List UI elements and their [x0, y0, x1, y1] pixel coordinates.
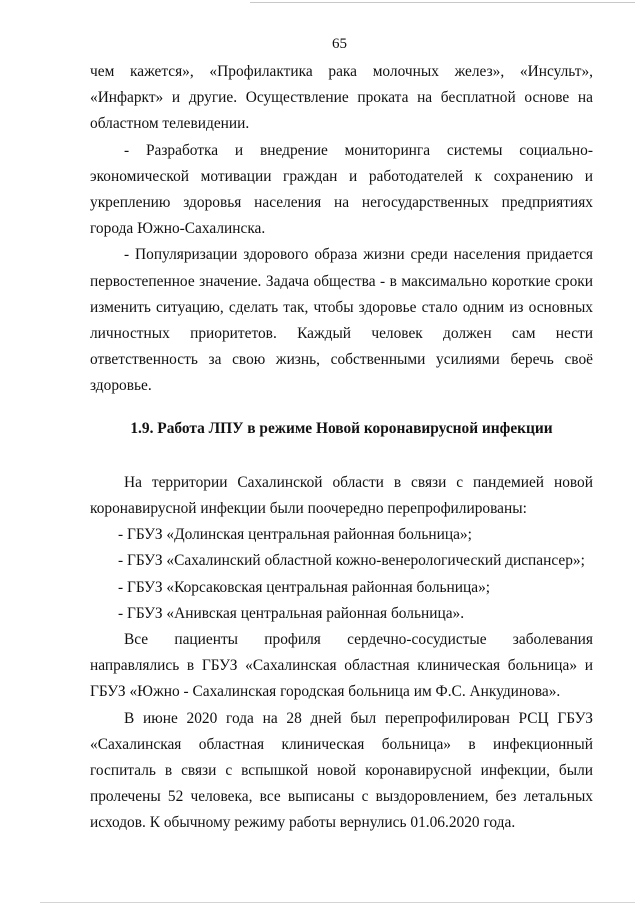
- paragraph-june: В июне 2020 года на 28 дней был перепрофилирован РСЦ ГБУЗ «Сахалинская областная клиническая больница» в инфекционный госпиталь в связи с вспышкой новой коронавирусной инфекции, были пролечены 52 человека, все выписаны с выздоровлением, без летальных исходов. К обычному режиму работы вернулись 01.06.2020 года.: [90, 709, 593, 832]
- paragraph-healthy-lifestyle: - Популяризации здорового образа жизни среди населения придается первостепенное значение. Задача общества - в максимально короткие сроки изменить ситуацию, сделать так, чтобы здоровье стало одним из основных личностных приоритетов. Каждый человек должен сам нести ответственность за свою жизнь, собственными усилиями беречь своё здоровье.: [90, 246, 593, 395]
- paragraph-monitoring: - Разработка и внедрение мониторинга системы социально-экономической мотивации граждан и работодателей к сохранению и укреплению здоровья населения на негосударственных предприятиях города Южно-Сахалинска.: [90, 141, 593, 238]
- paragraph-cardio: Все пациенты профиля сердечно-сосудистые заболевания направлялись в ГБУЗ «Сахалинская областная клиническая больница» и ГБУЗ «Южно - Сахалинская городская больница им Ф.С. Анкудинова».: [90, 631, 593, 701]
- list-item: - ГБУЗ «Сахалинский областной кожно-венерологический диспансер»;: [118, 552, 585, 570]
- scan-edge-bottom: [40, 902, 635, 903]
- list-item: - ГБУЗ «Долинская центральная районная больница»;: [118, 526, 472, 544]
- paragraph-intro: На территории Сахалинской области в связи с пандемией новой коронавирусной инфекции были поочередно перепрофилированы:: [90, 473, 593, 518]
- list-item: - ГБУЗ «Анивская центральная районная больница».: [118, 604, 465, 622]
- scan-edge-top: [250, 2, 635, 3]
- document-body: [90, 59, 593, 837]
- paragraph-campaigns: чем кажется», «Профилактика рака молочных желез», «Инсульт», «Инфаркт» и другие. Осуществление проката на бесплатной основе на областном телевидении.: [90, 63, 593, 133]
- list-item: - ГБУЗ «Корсаковская центральная районная больница»;: [118, 578, 491, 596]
- section-heading: 1.9. Работа ЛПУ в режиме Новой коронавирусной инфекции: [130, 419, 553, 437]
- page-number: 65: [332, 36, 347, 52]
